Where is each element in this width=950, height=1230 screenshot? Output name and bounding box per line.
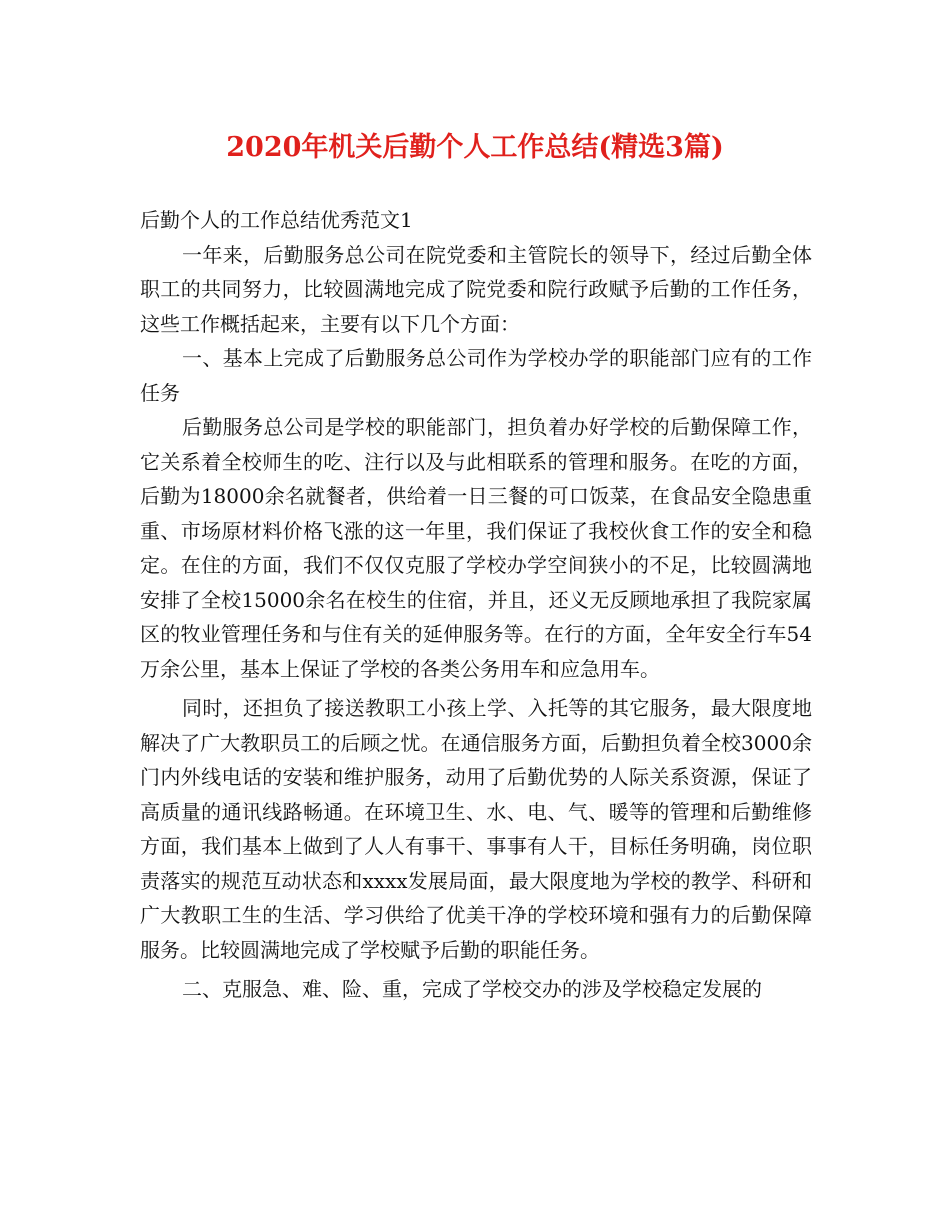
document-title: 2020年机关后勤个人工作总结(精选3篇) xyxy=(226,132,724,163)
section-subtitle: 后勤个人的工作总结优秀范文1 xyxy=(140,208,413,232)
paragraph-heading-one: 一、基本上完成了后勤服务总公司作为学校办学的职能部门应有的工作任务 xyxy=(140,346,812,405)
document-body xyxy=(140,203,812,1007)
paragraph-services: 同时，还担负了接送教职工小孩上学、入托等的其它服务，最大限度地解决了广大教职员工的后顾之忧。在通信服务方面，后勤担负着全校3000余门内外线电话的安装和维护服务，动用了后勤优势的人际关系资源，保证了高质量的通讯线路畅通。在环境卫生、水、电、气、暖等的管理和后勤维修方面，我们基本上做到了人人有事干、事事有人干，目标任务明确，岗位职责落实的规范互动状态和xxxx发展局面，最大限度地为学校的教学、科研和广大教职工生的生活、学习供给了优美干净的学校环境和强有力的后勤保障服务。比较圆满地完成了学校赋予后勤的职能任务。 xyxy=(140,696,812,962)
paragraph-heading-two: 二、克服急、难、险、重，完成了学校交办的涉及学校稳定发展的 xyxy=(182,977,762,1001)
paragraph-intro: 一年来，后勤服务总公司在院党委和主管院长的领导下，经过后勤全体职工的共同努力，比较圆满地完成了院党委和院行政赋予后勤的工作任务，这些工作概括起来，主要有以下几个方面： xyxy=(140,242,812,336)
paragraph-logistics-duties: 后勤服务总公司是学校的职能部门，担负着办好学校的后勤保障工作，它关系着全校师生的吃、注行以及与此相联系的管理和服务。在吃的方面，后勤为18000余名就餐者，供给着一日三餐的可口饭菜，在食品安全隐患重重、市场原材料价格飞涨的这一年里，我们保证了我校伙食工作的安全和稳定。在住的方面，我们不仅仅克服了学校办学空间狭小的不足，比较圆满地安排了全校15000余名在校生的住宿，并且，还义无反顾地承担了我院家属区的牧业管理任务和与住有关的延伸服务等。在行的方面，全年安全行车54万余公里，基本上保证了学校的各类公务用车和应急用车。 xyxy=(140,415,812,681)
